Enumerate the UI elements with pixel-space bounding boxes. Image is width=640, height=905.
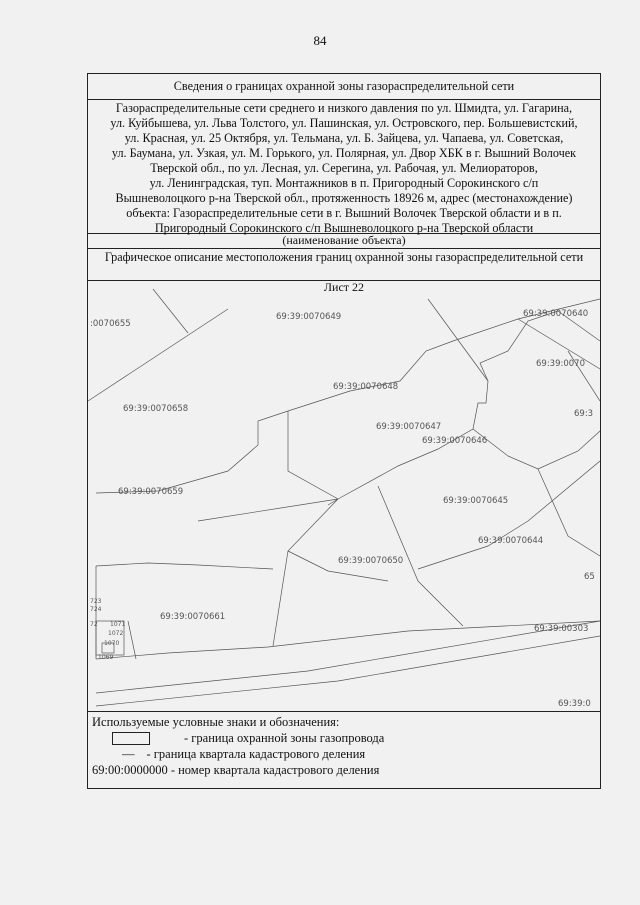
quarter-number: 69:39:0 xyxy=(558,699,591,709)
parcel-number: 1069 xyxy=(98,654,114,661)
quarter-number: :0070655 xyxy=(90,319,131,329)
road-edge xyxy=(96,621,600,693)
legend-text: - граница охранной зоны газопровода xyxy=(184,731,385,745)
description-line: ул. Куйбышева, ул. Льва Толстого, ул. Пашинская, ул. Островского, пер. Большевистский, xyxy=(110,116,578,130)
boundary-line xyxy=(538,469,600,556)
quarter-number: 69:39:0070646 xyxy=(422,436,488,446)
description-line: Газораспределительные сети среднего и низкого давления по ул. Шмидта, ул. Гагарина, xyxy=(115,101,573,115)
quarter-number: 69:39:0070647 xyxy=(376,422,442,432)
parcel-number: 1072 xyxy=(108,630,124,637)
parcel-numbers xyxy=(90,598,125,661)
legend-item-protection-zone xyxy=(92,730,596,746)
parcel-number: 723 xyxy=(90,598,102,605)
description-line: ул. Красная, ул. 25 Октября, ул. Тельмана, ул. Б. Зайцева, ул. Чапаева, ул. Советская, xyxy=(124,131,564,145)
object-description xyxy=(88,100,600,234)
description-line: ул. Баумана, ул. Узкая, ул. М. Горького, ул. Полярная, ул. Двор ХБК в г. Вышний Волочек xyxy=(111,146,577,160)
quarter-number: 69:39:0070658 xyxy=(123,404,189,414)
protection-zone-symbol xyxy=(112,732,150,745)
legend-text: - граница квартала кадастрового деления xyxy=(146,747,366,761)
boundary-line xyxy=(328,311,558,505)
quarter-number: 69:39:0070645 xyxy=(443,496,509,506)
description-line: Тверской обл., по ул. Лесная, ул. Серегина, ул. Рабочая, ул. Мелиораторов, xyxy=(150,161,538,175)
quarter-number: 69:3 xyxy=(574,409,594,419)
boundary-line xyxy=(96,563,273,569)
legend-heading: Используемые условные знаки и обозначения: xyxy=(92,715,340,729)
quarter-number: 69:39:00303 xyxy=(534,624,589,634)
quarter-labels xyxy=(90,309,595,709)
quarter-number: 69:39:0070650 xyxy=(338,556,404,566)
quarter-boundary-symbol: — xyxy=(122,747,135,761)
legend xyxy=(88,712,600,780)
boundary-line xyxy=(473,429,600,469)
quarter-number: 69:39:0070 xyxy=(536,359,585,369)
sheet-label: Лист 22 xyxy=(323,281,365,294)
road-edge xyxy=(96,636,600,706)
description-line: Пригородный Сорокинского с/п Вышневолоцкого р-на Тверской области xyxy=(154,221,534,235)
quarter-number: 65 xyxy=(584,572,595,582)
boundary-line xyxy=(128,621,136,659)
quarter-number: 69:39:0070649 xyxy=(276,312,342,322)
page-number: 84 xyxy=(313,33,327,48)
boundary-line xyxy=(198,499,338,521)
boundary-line xyxy=(428,299,488,381)
quarter-number: 69:39:0070661 xyxy=(160,612,226,622)
quarter-boundaries xyxy=(88,289,600,706)
boundary-line xyxy=(96,621,600,659)
quarter-number: 69:39:0070648 xyxy=(333,382,399,392)
legend-item-quarter-boundary xyxy=(92,746,596,762)
object-name-caption: (наименование объекта) xyxy=(88,234,600,249)
document-title: Сведения о границах охранной зоны газораспределительной сети xyxy=(88,74,600,100)
parcel-number: 1070 xyxy=(104,640,120,647)
description-line: Вышневолоцкого р-на Тверской обл., протяженность 18926 м, адрес (местонахождение) xyxy=(115,191,573,205)
graphic-description-heading: Графическое описание местоположения границ охранной зоны газораспределительной сети xyxy=(88,249,600,281)
parcel-number: 72 xyxy=(90,621,98,628)
boundary-line xyxy=(288,411,338,499)
boundary-line xyxy=(273,499,338,646)
document-frame xyxy=(87,73,601,789)
quarter-number: 69:39:0070659 xyxy=(118,487,184,497)
legend-item-quarter-number: 69:00:0000000 - номер квартала кадастрового деления xyxy=(92,763,380,777)
boundary-line xyxy=(96,299,600,493)
description-line: ул. Ленинградская, туп. Монтажников в п. Пригородный Сорокинского с/п xyxy=(149,176,539,190)
map-drawing xyxy=(88,281,600,711)
boundary-line xyxy=(153,289,188,333)
parcel-number: 724 xyxy=(90,606,102,613)
description-line: объекта: Газораспределительные сети в г. Вышний Волочек Тверской области и в п. xyxy=(126,206,562,220)
quarter-number: 69:39:0070640 xyxy=(523,309,589,319)
cadastral-map xyxy=(88,281,600,712)
boundary-line xyxy=(418,461,600,569)
quarter-number: 69:39:0070644 xyxy=(478,536,544,546)
parcel-number: 1071 xyxy=(110,621,126,628)
